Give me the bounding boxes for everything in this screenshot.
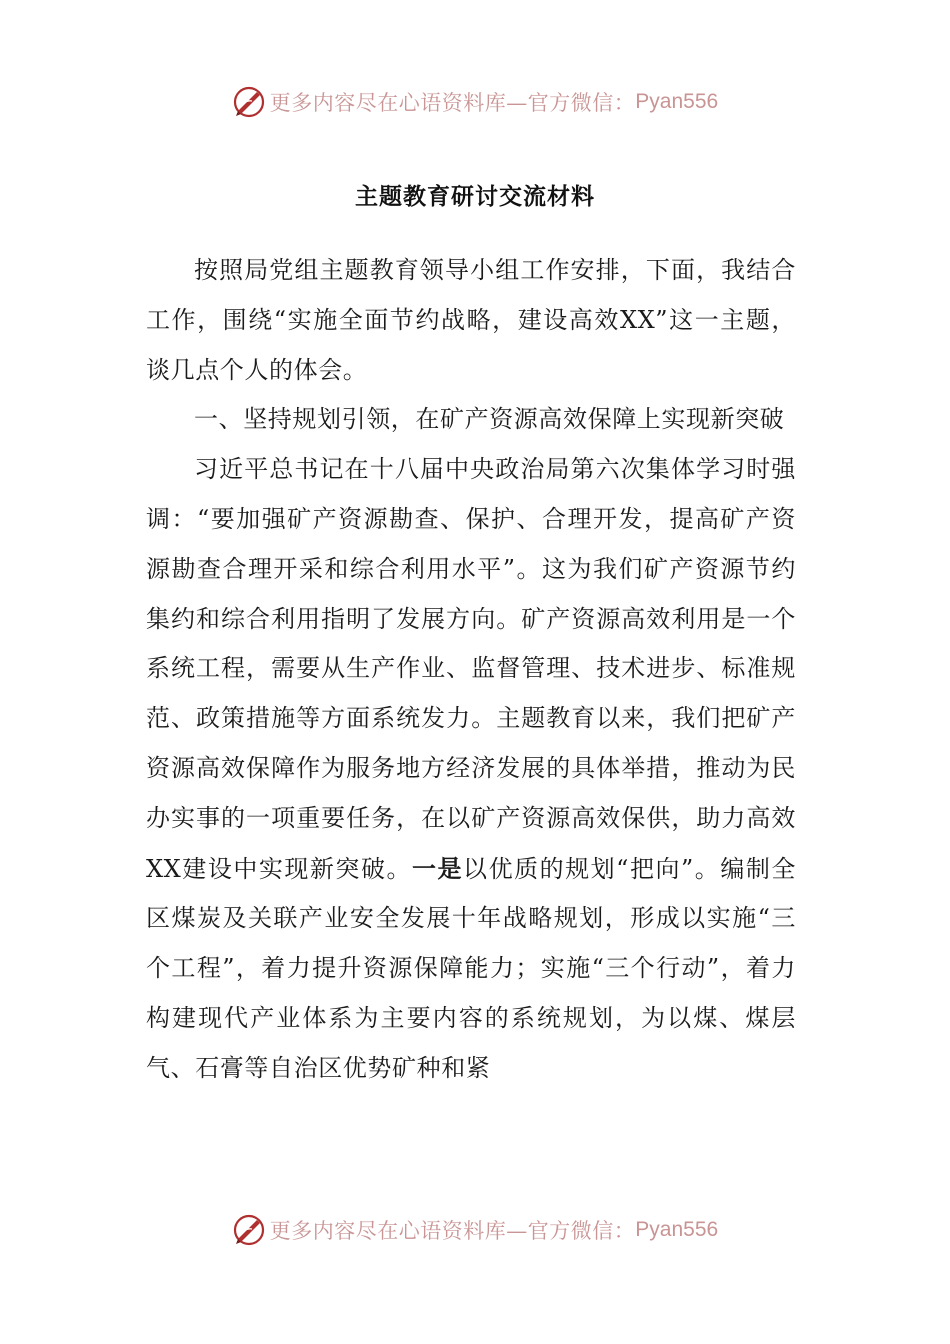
intro-paragraph: 按照局党组主题教育领导小组工作安排，下面，我结合工作，围绕“实施全面节约战略，建设高效XX”这一主题，谈几点个人的体会。 [146,256,796,384]
banner-wechat-id: Pyan556 [635,90,719,113]
footer-banner [0,1210,950,1250]
pen-logo-icon [232,85,266,119]
document-body [146,246,796,1094]
paragraph-text-part2: 以优质的规划“把向”。编制全区煤炭及关联产业安全发展十年战略规划，形成以实施“三个工程”，着力提升资源保障能力；实施“三个行动”，着力构建现代产业体系为主要内容的系统规划，为以煤、煤层气、石膏等自治区优势矿种和紧 [146,854,796,1082]
pen-logo-icon [232,1213,266,1247]
body-paragraph [146,445,796,1093]
banner-wechat-id: Pyan556 [635,1218,719,1241]
paragraph-text-part1: 习近平总书记在十八届中央政治局第六次集体学习时强调：“要加强矿产资源勘查、保护、合理开发，提高矿产资源勘查合理开采和综合利用水平”。这为我们矿产资源节约集约和综合利用指明了发展方向。矿产资源高效利用是一个系统工程，需要从生产作业、监督管理、技术进步、标准规范、政策措施等方面系统发力。主题教育以来，我们把矿产资源高效保障作为服务地方经济发展的具体举措，推动为民办实事的一项重要任务，在以矿产资源高效保供，助力高效XX建设中实现新突破。 [146,455,796,883]
banner-text: 更多内容尽在心语资料库—官方微信： [269,91,636,115]
emphasis-label: 一是 [412,853,464,883]
header-banner [0,82,950,122]
section-heading-1: 一、坚持规划引领，在矿产资源高效保障上实现新突破 [194,405,785,434]
document-title: 主题教育研讨交流材料 [355,183,595,210]
banner-text: 更多内容尽在心语资料库—官方微信： [269,1219,636,1243]
